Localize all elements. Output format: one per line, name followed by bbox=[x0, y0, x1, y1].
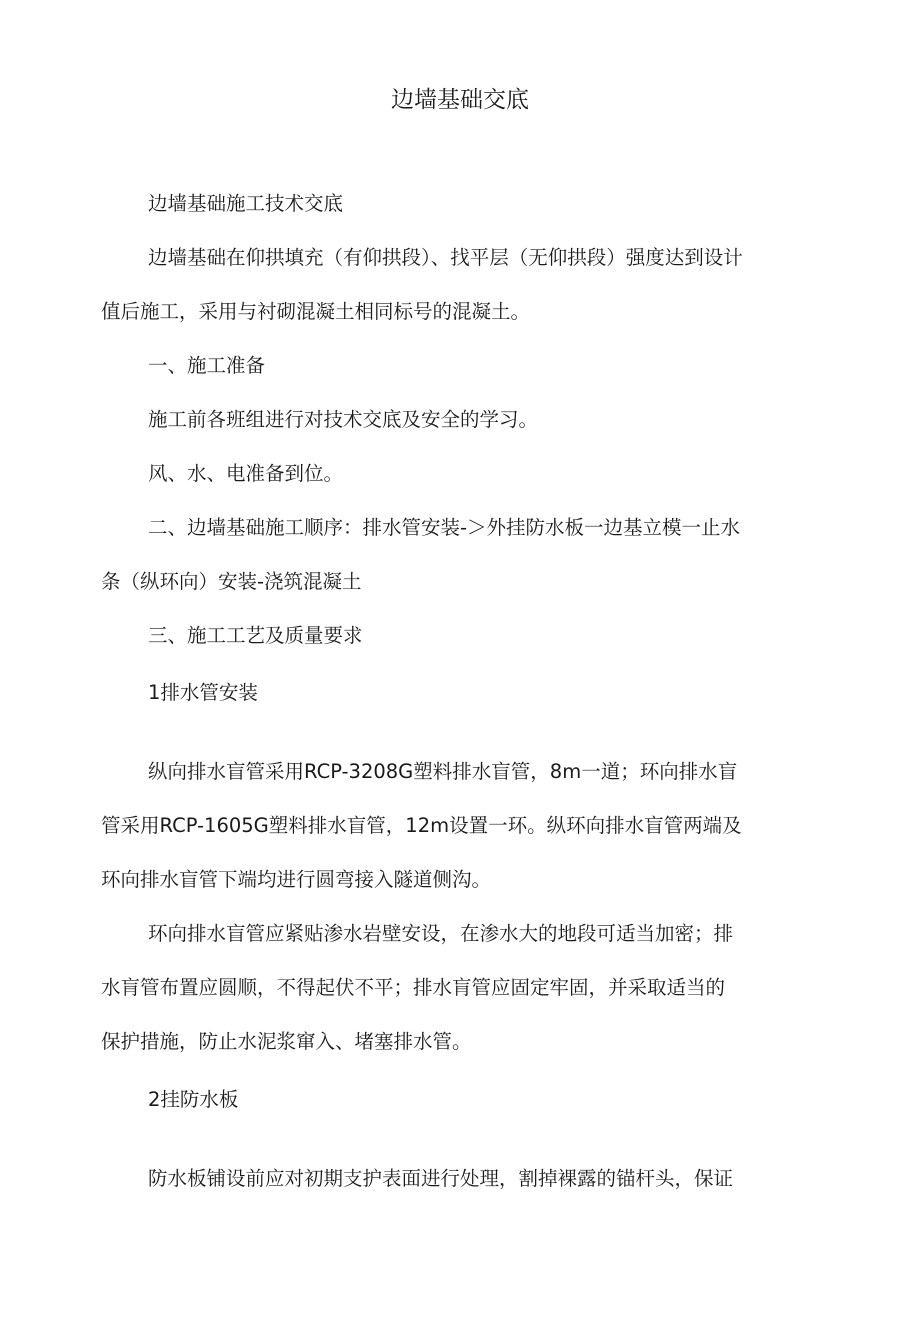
paragraph-line: 环向排水盲管应紧贴渗水岩壁安设，在渗水大的地段可适当加密；排 bbox=[148, 922, 734, 945]
paragraph-line: 管采用RCP-1605G塑料排水盲管，12m设置一环。纵环向排水盲管两端及 bbox=[101, 814, 742, 837]
paragraph-line: 纵向排水盲管采用RCP-3208G塑料排水盲管，8m一道；环向排水盲 bbox=[148, 760, 738, 783]
document-title: 边墙基础交底 bbox=[391, 87, 529, 113]
section-heading: 一、施工准备 bbox=[148, 354, 266, 377]
paragraph-line: 水肓管布置应圆顺，不得起伏不平；排水肓管应固定牢固，并采取适当的 bbox=[101, 976, 726, 999]
section-heading: 三、施工工艺及质量要求 bbox=[148, 624, 363, 647]
paragraph-line: 环向排水盲管下端均进行圆弯接入隧道侧沟。 bbox=[101, 868, 492, 891]
subsection-heading: 1排水管安装 bbox=[148, 681, 258, 704]
section-heading: 二、边墙基础施工顺序：排水管安装-＞外挂防水板一边基立模一止水 bbox=[148, 516, 741, 539]
paragraph-line: 防水板铺设前应对初期支护表面进行处理，割掉裸露的锚杆头，保证 bbox=[148, 1167, 734, 1190]
paragraph-line: 边墙基础在仰拱填充（有仰拱段）、找平层（无仰拱段）强度达到设计 bbox=[148, 246, 743, 269]
paragraph-line: 施工前各班组进行对技术交底及安全的学习。 bbox=[148, 408, 539, 431]
paragraph-line: 风、水、电准备到位。 bbox=[148, 462, 344, 485]
paragraph-line: 边墙基础施工技术交底 bbox=[148, 192, 344, 215]
paragraph-line: 条（纵环向）安装-浇筑混凝土 bbox=[101, 570, 362, 593]
subsection-heading: 2挂防水板 bbox=[148, 1088, 239, 1111]
paragraph-line: 值后施工，采用与衬砌混凝土相同标号的混凝土。 bbox=[101, 300, 531, 323]
paragraph-line: 保护措施，防止水泥浆窜入、堵塞排水管。 bbox=[101, 1030, 472, 1053]
